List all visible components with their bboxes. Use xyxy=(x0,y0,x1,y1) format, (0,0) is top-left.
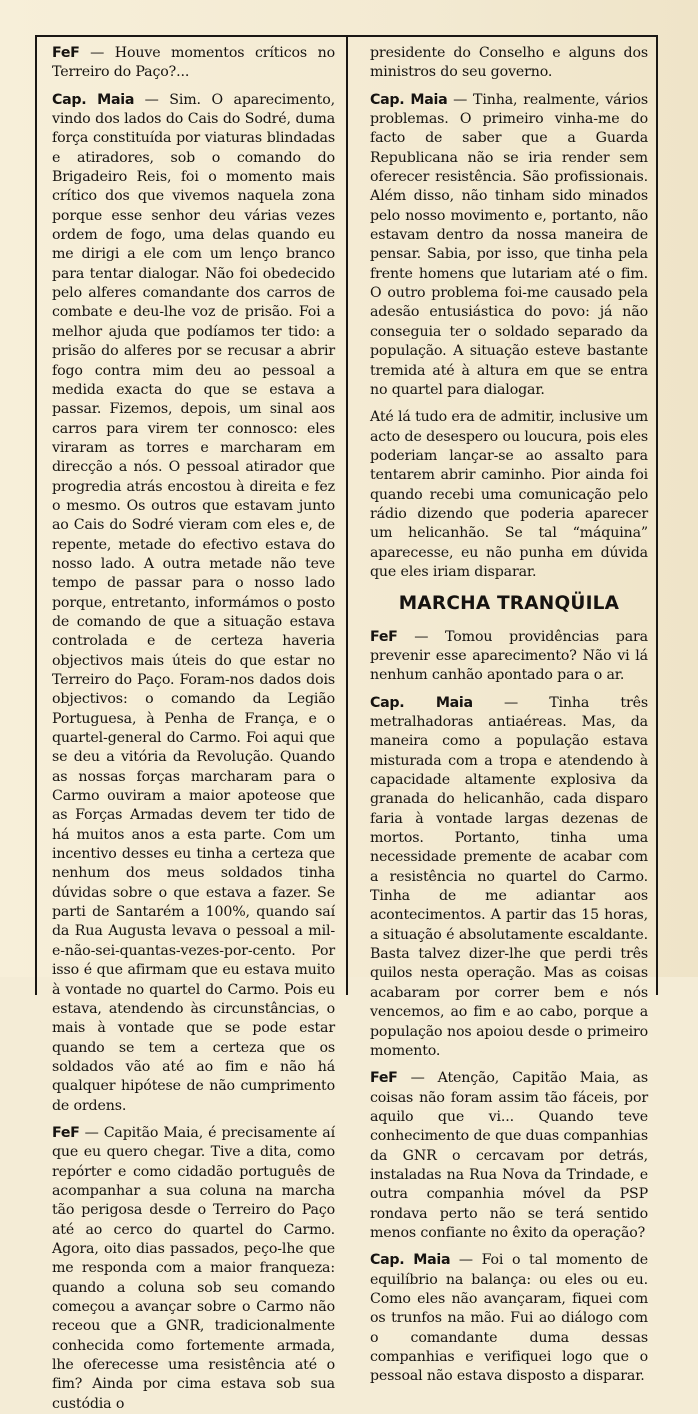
column-divider xyxy=(346,35,348,995)
paragraph-text: Houve momentos críticos no Terreiro do Paço?... xyxy=(52,45,335,81)
paragraph: FeF — Atenção, Capitão Maia, as coisas não foram assim tão fáceis, por aquilo que vi... Quando teve conhecimento de que duas companhias da GNR o cercavam por detrás, instaladas na Rua Nova da Trindade, e outra companhia móvel da PSP rondava perto não se terá sentido menos confiante no êxito da operação? xyxy=(370,1070,648,1241)
paragraph-text: Sim. O aparecimento, vindo dos lados do Cais do Sodré, duma força constituída por viaturas blindadas e atiradores, sob o comando do Brigadeiro Reis, foi o momento mais crítico dos que vivemos naquela zona porque esse senhor deu várias vezes ordem de fogo, uma delas quando eu me dirigi a ele com um lenço branco para tentar dialogar. Não foi obedecido pelo alferes comandante dos carros de combate e deu-lhe voz de prisão. Foi a melhor ajuda que podíamos ter tido: a prisão do alferes por se recusar a abrir fogo contra mim deu ao pessoal a medida exacta do que se estava a passar. Fizemos, depois, um sinal aos carros para virem ter connosco: eles viraram as torres e marcharam em direcção a nós. O pessoal atirador que progredia atrás encostou à direita e fez o mesmo. Os outros que estavam junto ao Cais do Sodré vieram com eles e, de repente, metade do efectivo estava do nosso lado. A outra metade não teve tempo de passar para o nosso lado porque, entretanto, informámos o posto de comando de que a situação estava controlada e de certeza haveria objectivos mais úteis do que estar no Terreiro do Paço. Foram-nos dados dois objectivos: o comando da Legião Portuguesa, à Penha de França, e o quartel-general do Carmo. Foi aqui que se deu a vitória da Revolução. Quando as nossas forças marcharam para o Carmo ouviram a maior apoteose que as Forças Armadas devem ter tido de há muitos anos a esta parte. Com um incentivo desses eu tinha a certeza que nenhum dos meus soldados tinha dúvidas sobre o que estava a fazer. Se parti de Santarém a 100%, quando saí da Rua Augusta levava o pessoal a mil-e-não-sei-quantas-vezes-por-cento. Por isso é que afirmam que eu estava muito à vontade no quartel do Carmo. Pois eu estava, atendendo às circunstâncias, o mais à vontade que se pode estar quando se tem a certeza que os soldados vão até ao fim e não há qualquer hipótese de não cumprimento de ordens. xyxy=(52,91,335,1114)
speaker-label: Cap. Maia xyxy=(52,91,135,108)
paragraph: FeF — Capitão Maia, é precisamente aí que eu quero chegar. Tive a dita, como repórter e como cidadão português de acompanhar a sua coluna na marcha tão perigosa desde o Terreiro do Paço até ao cerco do quartel do Carmo. Agora, oito dias passados, peço-lhe que me responda com a maior franqueza: quando a coluna sob seu comando começou a avançar sobre o Carmo não receou que a GNR, tradicionalmente conhecida como fortemente armada, lhe oferecesse uma resistência até o fim? Ainda por cima estava sob sua custódia o xyxy=(52,1124,335,1412)
right-column xyxy=(370,44,648,1385)
paragraph xyxy=(370,44,648,83)
speaker-label: FeF xyxy=(52,1124,80,1141)
paragraph: Cap. Maia — Tinha, realmente, vários problemas. O primeiro vinha-me do facto de saber que a Guarda Republicana não se iria render sem oferecer resistência. São profissionais. Além disso, não tinham sido minados pelo nosso movimento e, portanto, não estavam dentro da nossa maneira de pensar. Sabia, por isso, que tinha pela frente homens que lutariam até o fim. O outro problema foi-me causado pela adesão entusiástica do povo: já não conseguia ter o soldado separado da população. A situação esteve bastante tremida até à altura em que se entra no quartel para dialogar. xyxy=(370,91,648,398)
paragraph-text: Tinha, realmente, vários problemas. O primeiro vinha-me do facto de saber que a Guarda Republicana não se iria render sem oferecer resistência. São profissionais. Além disso, não tinham sido minados pelo nosso movimento e, portanto, não estavam dentro da nossa maneira de pensar. Sabia, por isso, que tinha pela frente homens que lutariam até o fim. O outro problema foi-me causado pela adesão entusiástica do povo: já não conseguia ter o soldado separado da população. A situação esteve bastante tremida até à altura em que se entra no quartel para dialogar. xyxy=(370,91,648,398)
paragraph: FeF — Houve momentos críticos no Terreiro do Paço?... xyxy=(52,45,335,81)
section-heading: MARCHA TRANQÜILA xyxy=(398,593,620,615)
paragraph xyxy=(370,408,648,582)
paragraph-text: Tinha três metralhadoras antiaéreas. Mas, da maneira como a população estava misturada com a tropa e atendendo à capacidade altamente explosiva da granada do helicanhão, cada disparo faria à vontade largas dezenas de mortos. Portanto, tinha uma necessidade premente de acabar com a resistência no quartel do Carmo. Tinha de me adiantar aos acontecimentos. A partir das 15 horas, a situação é absolutamente escaldante. Basta talvez dizer-lhe que perdi três quilos nesta operação. Mas as coisas acabaram por correr bem e nós vencemos, ao fim e ao cabo, porque a população nos apoiou desde o primeiro momento. xyxy=(370,694,648,1059)
speaker-label: FeF xyxy=(370,1070,398,1087)
paragraph: Cap. Maia — Tinha três metralhadoras antiaéreas. Mas, da maneira como a população estava misturada com a tropa e atendendo à capacidade altamente explosiva da granada do helicanhão, cada disparo faria à vontade largas dezenas de mortos. Portanto, tinha uma necessidade premente de acabar com a resistência no quartel do Carmo. Tinha de me adiantar aos acontecimentos. A partir das 15 horas, a situação é absolutamente escaldante. Basta talvez dizer-lhe que perdi três quilos nesta operação. Mas as coisas acabaram por correr bem e nós vencemos, ao fim e ao cabo, porque a população nos apoiou desde o primeiro momento. xyxy=(370,694,648,1059)
paragraph: Cap. Maia — Foi o tal momento de equilíbrio na balança: ou eles ou eu. Como eles não avançaram, fiquei com os trunfos na mão. Fui ao diálogo com o comandante duma dessas companhias e verifiquei logo que o pessoal não estava disposto a disparar. xyxy=(370,1252,648,1385)
paragraph-text: Atenção, Capitão Maia, as coisas não foram assim tão fáceis, por aquilo que vi... Quando teve conhecimento de que duas companhias da GNR o cercavam por detrás, instaladas na Rua Nova da Trindade, e outra companhia móvel da PSP rondava perto não se terá sentido menos confiante no êxito da operação? xyxy=(370,1070,648,1241)
paragraph: FeF — Tomou providências para prevenir esse aparecimento? Não vi lá nenhum canhão apontado para o ar. xyxy=(370,628,648,684)
speaker-label: Cap. Maia xyxy=(370,694,473,711)
paragraph-text: Capitão Maia, é precisamente aí que eu quero chegar. Tive a dita, como repórter e como cidadão português de acompanhar a sua coluna na marcha tão perigosa desde o Terreiro do Paço até ao cerco do quartel do Carmo. Agora, oito dias passados, peço-lhe que me responda com a maior franqueza: quando a coluna sob seu comando começou a avançar sobre o Carmo não receou que a GNR, tradicionalmente conhecida como fortemente armada, lhe oferecesse uma resistência até o fim? Ainda por cima estava sob sua custódia o xyxy=(52,1124,335,1412)
right-column-top xyxy=(370,44,648,582)
paragraph-text: Até lá tudo era de admitir, inclusive um acto de desespero ou loucura, pois eles poderiam lançar-se ao assalto para tentarem abrir caminho. Pior ainda foi quando recebi uma comunicação pelo rádio dizendo que poderia aparecer um helicanhão. Se tal “máquina” aparecesse, eu não punha em dúvida que eles iriam disparar. xyxy=(370,409,648,580)
paragraph-text: presidente do Conselho e alguns dos ministros do seu governo. xyxy=(370,45,648,81)
paragraph-text: Foi o tal momento de equilíbrio na balança: ou eles ou eu. Como eles não avançaram, fiquei com os trunfos na mão. Fui ao diálogo com o comandante duma dessas companhias e verifiquei logo que o pessoal não estava disposto a disparar. xyxy=(370,1252,648,1385)
speaker-label: FeF xyxy=(52,45,80,61)
paragraph: Cap. Maia — Sim. O aparecimento, vindo dos lados do Cais do Sodré, duma força constituída por viaturas blindadas e atiradores, sob o comando do Brigadeiro Reis, foi o momento mais crítico dos que vivemos naquela zona porque esse senhor deu várias vezes ordem de fogo, uma delas quando eu me dirigi a ele com um lenço branco para tentar dialogar. Não foi obedecido pelo alferes comandante dos carros de combate e deu-lhe voz de prisão. Foi a melhor ajuda que podíamos ter tido: a prisão do alferes por se recusar a abrir fogo contra mim deu ao pessoal a medida exacta do que se estava a passar. Fizemos, depois, um sinal aos carros para virem ter connosco: eles viraram as torres e marcharam em direcção a nós. O pessoal atirador que progredia atrás encostou à direita e fez o mesmo. Os outros que estavam junto ao Cais do Sodré vieram com eles e, de repente, metade do efectivo estava do nosso lado. A outra metade não teve tempo de passar para o nosso lado porque, entretanto, informámos o posto de comando de que a situação estava controlada e de certeza haveria objectivos mais úteis do que estar no Terreiro do Paço. Foram-nos dados dois objectivos: o comando da Legião Portuguesa, à Penha de França, e o quartel-general do Carmo. Foi aqui que se deu a vitória da Revolução. Quando as nossas forças marcharam para o Carmo ouviram a maior apoteose que as Forças Armadas devem ter tido de há muitos anos a esta parte. Com um incentivo desses eu tinha a certeza que nenhum dos meus soldados tinha dúvidas sobre o que estava a fazer. Se parti de Santarém a 100%, quando saí da Rua Augusta levava o pessoal a mil-e-não-sei-quantas-vezes-por-cento. Por isso é que afirmam que eu estava muito à vontade no quartel do Carmo. Pois eu estava, atendendo às circunstâncias, o mais à vontade que se pode estar quando se tem a certeza que os soldados vão até ao fim e não há qualquer hipótese de não cumprimento de ordens. xyxy=(52,91,335,1114)
right-column-bottom xyxy=(370,628,648,1387)
left-column xyxy=(52,44,335,1412)
paragraph-text: Tomou providências para prevenir esse aparecimento? Não vi lá nenhum canhão apontado para o ar. xyxy=(370,628,648,684)
speaker-label: FeF xyxy=(370,628,398,645)
speaker-label: Cap. Maia xyxy=(370,1252,451,1269)
speaker-label: Cap. Maia xyxy=(370,91,448,108)
